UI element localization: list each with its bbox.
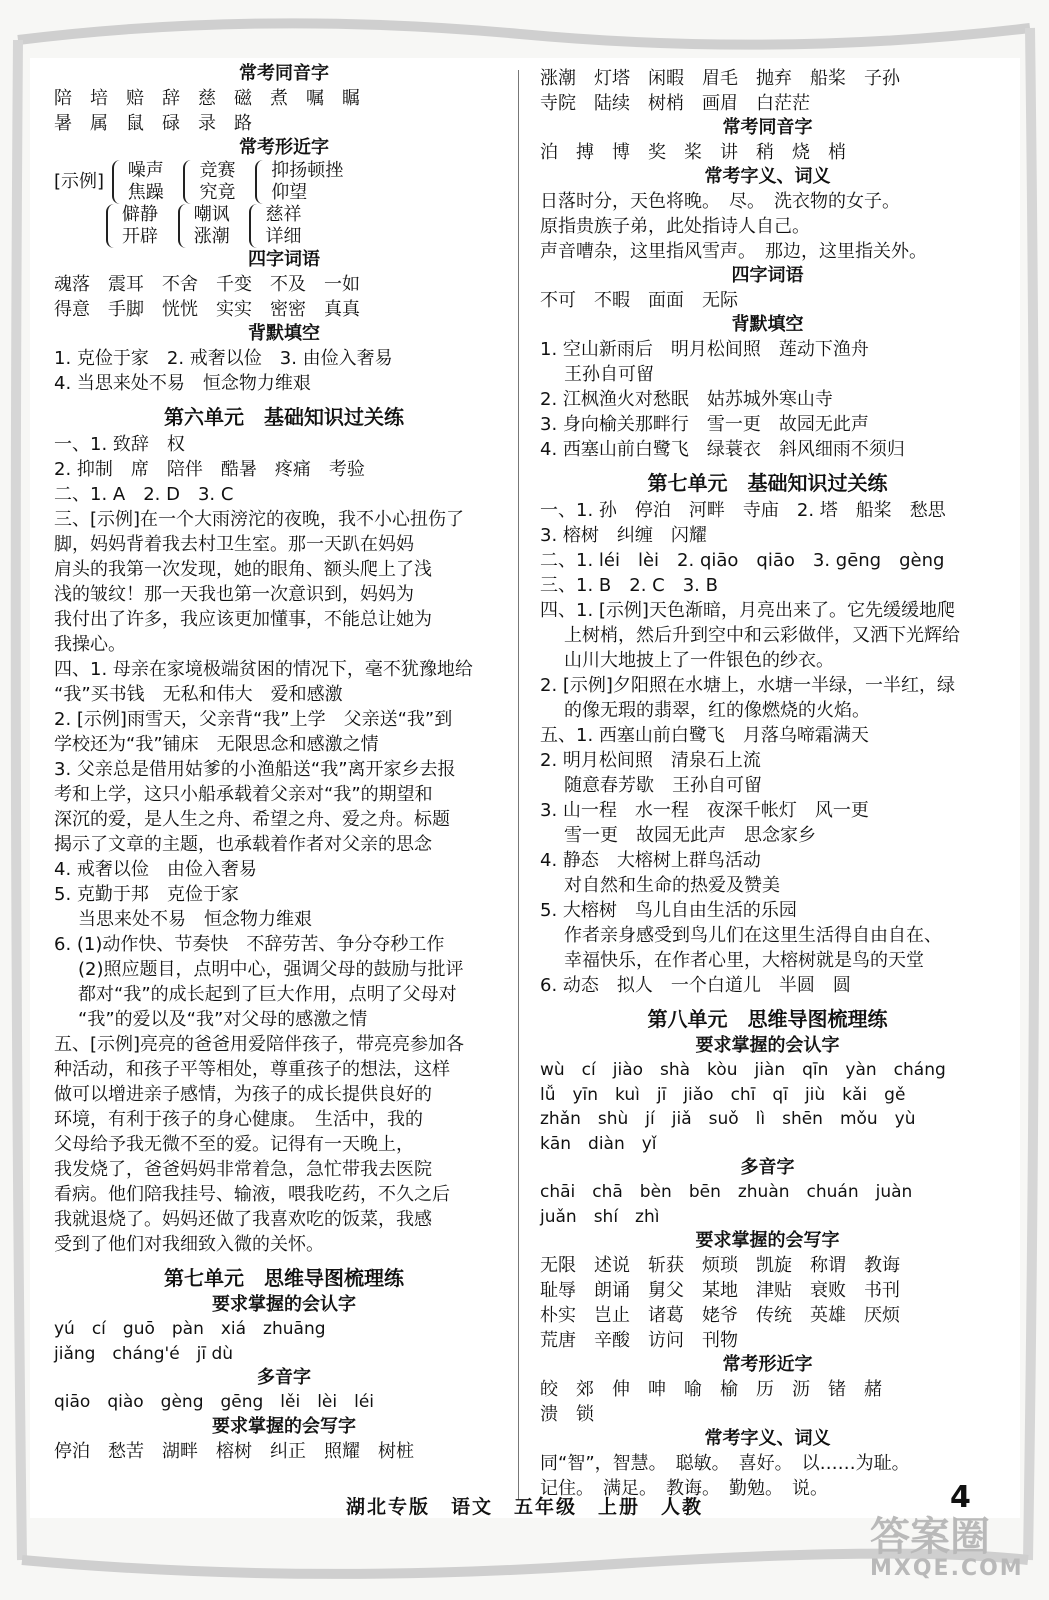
text-line: 雪一更 故园无此声 思念家乡 [564,825,816,846]
text-line: 陪 培 赔 辞 慈 磁 煮 嘱 瞩 [54,88,360,109]
text-line: 5. 克勤于邦 克俭于家 [54,884,239,905]
text-line: 三、1. B 2. C 3. B [540,575,718,596]
text-line: 揭示了文章的主题，也承载着作者对父亲的思念 [54,834,432,855]
text-line: 一、1. 孙 停泊 河畔 寺庙 2. 塔 船桨 愁思 [540,500,946,521]
section-heading: 要求掌握的会认字 [695,1035,840,1056]
section-heading: 要求掌握的会写字 [695,1230,840,1251]
text-line: 二、1. A 2. D 3. C [54,484,234,505]
pinyin-line: zhǎn shù jí jiǎ suǒ lì shēn mǒu yù [540,1109,916,1129]
text-line: 做可以增进亲子感情，为孩子的成长提供良好的 [54,1084,432,1105]
section-heading: 常考形近字 [722,1354,813,1375]
section-heading: 背默填空 [731,314,804,335]
section-heading: 要求掌握的会认字 [212,1294,356,1315]
pinyin-line: yú cí guō pàn xiá zhuāng [54,1319,326,1339]
page-footer: 湖北专版 语文 五年级 上册 人教 [345,1496,703,1518]
text-line: 4. 戒奢以俭 由俭入奢易 [54,859,257,880]
text-line: 2. 江枫渔火对愁眠 姑苏城外寒山寺 [540,389,833,410]
watermark-logo: 答案圈 MXQE.COM [870,1514,1024,1581]
text-line: 6. 动态 拟人 一个白道儿 半圆 圆 [540,975,851,996]
text-line: 我操心。 [54,634,126,655]
text-line: 种活动，和孩子平等相处，尊重孩子的想法，这样 [54,1059,450,1080]
text-line: 溃 锁 [540,1404,594,1425]
section-heading: 常考字义、词义 [704,1428,831,1449]
pinyin-line: kān diàn yǐ [540,1133,657,1154]
text-line: 浅的皱纹！那一天我也第一次意识到，妈妈为 [54,584,414,605]
brace-icon [183,160,195,204]
text-line: (2)照应题目，点明中心，强调父母的鼓励与批评 [78,959,464,980]
example-label: [示例] [54,171,105,192]
brace-icon [249,204,261,248]
text-line: 6. (1)动作快、节奏快 不辞劳苦、争分夺秒工作 [54,934,445,955]
text-line: 父母给予我无微不至的爱。记得有一天晚上， [54,1134,414,1155]
similar-chars-block: 僻静 开辟 嘲讽 涨潮 慈祥 详细 [106,204,514,248]
brace-icon [178,204,190,248]
text-line: 1. 空山新雨后 明月松间照 莲动下渔舟 [540,339,869,360]
text-line: 耻辱 朗诵 舅父 某地 津贴 衰败 书刊 [540,1280,900,1301]
section-heading: 常考同音字 [239,63,329,84]
text-line: 记住。 满足。 教诲。 勤勉。 说。 [540,1478,828,1499]
text-line: 4. 当思来处不易 恒念物力维艰 [54,373,311,394]
text-line: 皎 郊 伸 呻 喻 榆 历 沥 锗 赭 [540,1379,882,1400]
section-heading: 常考字义、词义 [704,166,831,187]
text-line: 同“智”，智慧。 聪敏。 喜好。 以……为耻。 [540,1453,910,1474]
text-line: 涨潮 灯塔 闲暇 眉毛 抛弃 船桨 子孙 [540,68,900,89]
section-heading: 四字词语 [248,249,320,270]
section-heading: 四字词语 [731,265,804,286]
text-line: 声音嘈杂，这里指风雪声。 那边，这里指关外。 [540,241,927,262]
pinyin-line: qiāo qiào gèng gēng lěi lèi léi [54,1392,375,1412]
text-line: 都对“我”的成长起到了巨大作用，点明了父母对 [78,984,457,1005]
pinyin-line: wù cí jiào shà kòu jiàn qīn yàn cháng [540,1060,946,1080]
pinyin-line: juǎn shí zhì [540,1206,660,1227]
text-line: 4. 西塞山前白鹭飞 绿蓑衣 斜风细雨不须归 [540,439,905,460]
text-line: 2. 明月松间照 清泉石上流 [540,750,761,771]
text-line: 一、1. 致辞 权 [54,434,185,455]
text-line: 上树梢，然后升到空中和云彩做伴，又洒下光辉给 [564,625,960,646]
section-heading: 多音字 [740,1157,795,1178]
text-line: 深沉的爱，是人生之舟、希望之舟、爱之舟。标题 [54,809,450,830]
text-line: 2. [示例]夕阳照在水塘上，水塘一半绿，一半红，绿 [540,675,955,696]
text-line: 的像无瑕的翡翠，红的像燃烧的火焰。 [564,700,870,721]
text-line: 四、1. 母亲在家境极端贫困的情况下，毫不犹豫地给 [54,659,473,680]
pinyin-line: jiǎng cháng'é jī dù [54,1343,234,1364]
section-heading: 常考同音字 [722,117,813,138]
text-line: 2. 抑制 席 陪伴 酷暑 疼痛 考验 [54,459,365,480]
similar-chars-block: [示例] 噪声 焦躁 竞赛 究竟 抑扬顿挫 仰望 [54,160,344,203]
text-line: 三、[示例]在一个大雨滂沱的夜晚，我不小心扭伤了 [54,509,465,530]
text-line: 停泊 愁苦 湖畔 榕树 纠正 照耀 树桩 [54,1440,414,1462]
text-line: 五、1. 西塞山前白鹭飞 月落乌啼霜满天 [540,725,869,746]
section-heading: 背默填空 [248,323,320,344]
text-line: 荒唐 辛酸 访问 刊物 [540,1330,738,1351]
text-line: 随意春芳歇 王孙自可留 [564,775,762,796]
unit-title: 第七单元 思维导图梳理练 [164,1266,404,1290]
text-line: 山川大地披上了一件银色的纱衣。 [564,650,834,671]
text-line: 王孙自可留 [564,364,654,385]
text-line: 3. 山一程 水一程 夜深千帐灯 风一更 [540,800,869,821]
text-line: 3. 身向榆关那畔行 雪一更 故园无此声 [540,414,869,435]
text-line: “我”的爱以及“我”对父母的感激之情 [78,1009,368,1030]
brace-icon [255,160,267,204]
section-heading: 要求掌握的会写字 [212,1415,356,1437]
brace-icon [106,204,118,248]
text-line: 得意 手脚 恍恍 实实 密密 真真 [54,299,360,320]
text-line: 魂落 震耳 不舍 千变 不及 一如 [54,274,360,295]
brace-icon [112,160,124,204]
unit-title: 第六单元 基础知识过关练 [164,405,404,429]
text-line: 看病。他们陪我挂号、输液，喂我吃药，不久之后 [54,1184,450,1205]
text-line: 寺院 陆续 树梢 画眉 白茫茫 [540,93,810,114]
text-line: 环境，有利于孩子的身心健康。 生活中，我的 [54,1109,423,1130]
right-column [540,66,995,1501]
text-line: “我”买书钱 无私和伟大 爱和感激 [54,684,343,705]
text-line: 5. 大榕树 鸟儿自由生活的乐园 [540,900,797,921]
page-number: 4 [950,1480,971,1515]
text-line: 暑 属 鼠 碌 录 路 [54,113,252,134]
text-line: 不可 不暇 面面 无际 [540,290,738,311]
text-line: 朴实 岂止 诸葛 姥爷 传统 英雄 厌烦 [540,1305,900,1326]
pinyin-line: chāi chā bèn bēn zhuàn chuán juàn [540,1182,913,1202]
text-line: 作者亲身感受到鸟儿们在这里生活得自由自在、 [564,925,942,946]
text-line: 肩头的我第一次发现，她的眼角、额头爬上了浅 [54,559,432,580]
text-line: 幸福快乐，在作者心里，大榕树就是鸟的天堂 [564,950,924,971]
text-line: 考和上学，这只小船承载着父亲对“我”的期望和 [54,784,433,805]
text-line: 五、[示例]亮亮的爸爸用爱陪伴孩子，带亮亮参加各 [54,1034,465,1055]
text-line: 受到了他们对我细致入微的关怀。 [54,1234,324,1255]
left-column [54,62,514,1464]
text-line: 我发烧了，爸爸妈妈非常着急，急忙带我去医院 [54,1159,432,1180]
text-line: 3. 榕树 纠缠 闪耀 [540,525,707,546]
pinyin-line: lǚ yīn kuì jī jiǎo chī qī jiù kǎi gě [540,1084,906,1105]
text-line: 脚，妈妈背着我去村卫生室。那一天趴在妈妈 [54,534,414,555]
text-line: 当思来处不易 恒念物力维艰 [78,909,312,930]
text-line: 对自然和生命的热爱及赞美 [564,875,780,896]
unit-title: 第七单元 基础知识过关练 [647,471,888,495]
text-line: 2. [示例]雨雪天，父亲背“我”上学 父亲送“我”到 [54,709,453,730]
text-line: 二、1. léi lèi 2. qiāo qiāo 3. gēng gèng [540,550,945,571]
column-divider [518,70,519,1500]
text-line: 我就退烧了。妈妈还做了我喜欢吃的饭菜，我感 [54,1209,432,1230]
text-line: 1. 克俭于家 2. 戒奢以俭 3. 由俭入奢易 [54,348,393,369]
text-line: 泊 搏 博 奖 桨 讲 稍 烧 梢 [540,142,846,163]
text-line: 我付出了许多，我应该更加懂事，不能总让她为 [54,609,432,630]
text-line: 无限 述说 斩获 烦琐 凯旋 称谓 教诲 [540,1255,900,1276]
text-line: 四、1. [示例]天色渐暗，月亮出来了。它先缓缓地爬 [540,600,955,621]
text-line: 原指贵族子弟，此处指诗人自己。 [540,216,810,237]
unit-title: 第八单元 思维导图梳理练 [647,1007,888,1031]
text-line: 3. 父亲总是借用姑爹的小渔船送“我”离开家乡去报 [54,759,456,780]
section-heading: 常考形近字 [239,137,329,158]
text-line: 4. 静态 大榕树上群鸟活动 [540,850,761,871]
text-line: 学校还为“我”铺床 无限思念和感激之情 [54,734,379,755]
text-line: 日落时分，天色将晚。 尽。 洗衣物的女子。 [540,191,900,212]
section-heading: 多音字 [257,1367,311,1388]
